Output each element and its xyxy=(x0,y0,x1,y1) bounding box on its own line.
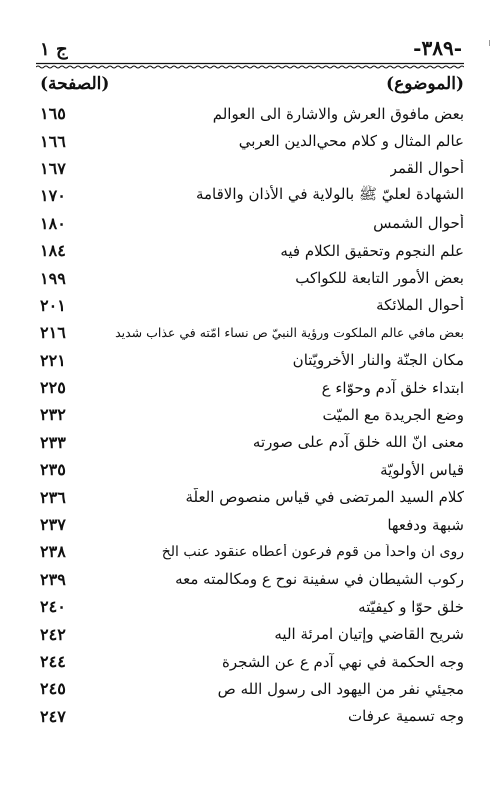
index-entry xyxy=(40,127,464,154)
entry-page: ٢٣٦ xyxy=(40,487,66,507)
topic-column-header: (الموضوع) xyxy=(386,74,464,94)
entry-topic: أحوال الشمس xyxy=(373,214,464,233)
index-entry xyxy=(40,593,464,620)
index-entry xyxy=(40,347,464,374)
page-header xyxy=(40,30,462,60)
entry-page: ٢٣٩ xyxy=(40,569,66,589)
entry-topic: قياس الأولويّة xyxy=(380,460,464,479)
entry-topic: مجيئي نفر من اليهود الى رسول الله ص xyxy=(217,679,464,698)
entry-topic: وجه الحكمة في نهي آدم ع عن الشجرة xyxy=(221,652,464,671)
entry-page: ٢٤٧ xyxy=(40,706,66,726)
entry-topic: وضع الجريدة مع الميّت xyxy=(322,405,464,424)
entry-page: ١٨٤ xyxy=(40,241,66,261)
wavy-rule-icon xyxy=(36,62,464,70)
entry-page: ٢٣٣ xyxy=(40,432,66,452)
entry-page: ٢٣٢ xyxy=(40,405,66,425)
index-entry xyxy=(40,429,464,456)
entry-page: ٢٤٤ xyxy=(40,652,66,671)
entry-page: ٢٢١ xyxy=(40,350,66,370)
index-entry xyxy=(40,538,464,565)
volume-label: ج ١ xyxy=(40,39,68,60)
entry-page: ٢٢٥ xyxy=(40,378,66,398)
index-entry xyxy=(40,566,464,593)
index-entry xyxy=(40,319,464,346)
entry-topic: روى ان واحداً من قوم فرعون أعطاه عنقود عنب الخ xyxy=(161,543,464,560)
entry-page: ٢٣٥ xyxy=(40,460,66,480)
index-entry xyxy=(40,374,464,401)
index-entry xyxy=(40,292,464,319)
entry-topic: كلام السيد المرتضى في قياس منصوص العلّة xyxy=(185,488,464,507)
entry-page: ٢٤٠ xyxy=(40,597,66,617)
entry-page: ٢٤٥ xyxy=(40,679,66,699)
index-entry xyxy=(40,483,464,510)
page-column-header: (الصفحة) xyxy=(40,74,110,94)
entry-topic: ركوب الشيطان في سفينة نوح ع ومكالمته معه xyxy=(175,570,464,589)
entry-topic: أحوال الملائكة xyxy=(376,296,464,315)
index-entry xyxy=(40,620,464,647)
index-entry xyxy=(40,703,464,730)
index-entries xyxy=(40,100,464,730)
entry-page: ١٧٠ xyxy=(40,186,66,206)
entry-topic: خلق حوّا و كيفيّته xyxy=(358,597,464,616)
entry-page: ١٦٥ xyxy=(40,104,66,124)
index-entry xyxy=(40,210,464,237)
index-entry xyxy=(40,675,464,702)
entry-topic: عالم المثال و كلام محي‌الدين العربي xyxy=(238,132,464,151)
entry-page: ٢٤٢ xyxy=(40,624,66,644)
index-entry xyxy=(40,648,464,675)
entry-topic: أحوال القمر xyxy=(389,159,464,178)
entry-page: ١٦٧ xyxy=(40,158,66,178)
header-rule xyxy=(36,62,464,70)
entry-page: ١٨٠ xyxy=(40,213,66,233)
index-entry xyxy=(40,182,464,209)
entry-topic: معنى انّ الله خلق آدم على صورته xyxy=(252,433,464,452)
page-edge-mark xyxy=(489,40,490,46)
entry-topic: شريح القاضي وإتيان امرئة اليه xyxy=(274,625,464,644)
entry-page: ٢٠١ xyxy=(40,295,66,315)
entry-page: ٢٣٨ xyxy=(40,542,66,562)
index-entry xyxy=(40,456,464,483)
entry-topic: علم النجوم وتحقيق الكلام فيه xyxy=(280,241,464,260)
entry-topic: ابتداء خلق آدم وحوّاء ع xyxy=(321,378,464,397)
entry-page: ٢١٦ xyxy=(40,323,66,343)
index-entry xyxy=(40,511,464,538)
page-number: -٣٨٩- xyxy=(413,36,462,60)
entry-topic: شبهة ودفعها xyxy=(387,515,464,534)
entry-topic: بعض الأمور التابعة للكواكب xyxy=(295,269,464,288)
entry-topic: الشهادة لعليّ ﷺ بالولاية في الأذان والاقامة xyxy=(195,184,464,203)
entry-topic: بعض مافي عالم الملكوت ورؤية النبيّ ص نساء امّته في عذاب شديد xyxy=(115,325,464,341)
entry-page: ٢٣٧ xyxy=(40,515,66,535)
index-entry xyxy=(40,155,464,182)
index-entry xyxy=(40,237,464,264)
entry-page: ١٦٦ xyxy=(40,131,66,151)
column-headers xyxy=(40,70,464,98)
entry-topic: مكان الجنّة والنار الأخرويّتان xyxy=(292,351,464,370)
index-entry xyxy=(40,100,464,127)
index-entry xyxy=(40,401,464,428)
entry-topic: وجه تسمية عرفات xyxy=(348,707,464,726)
entry-page: ١٩٩ xyxy=(40,268,66,288)
entry-topic: بعض مافوق العرش والاشارة الى العوالم xyxy=(212,104,464,123)
index-entry xyxy=(40,264,464,291)
